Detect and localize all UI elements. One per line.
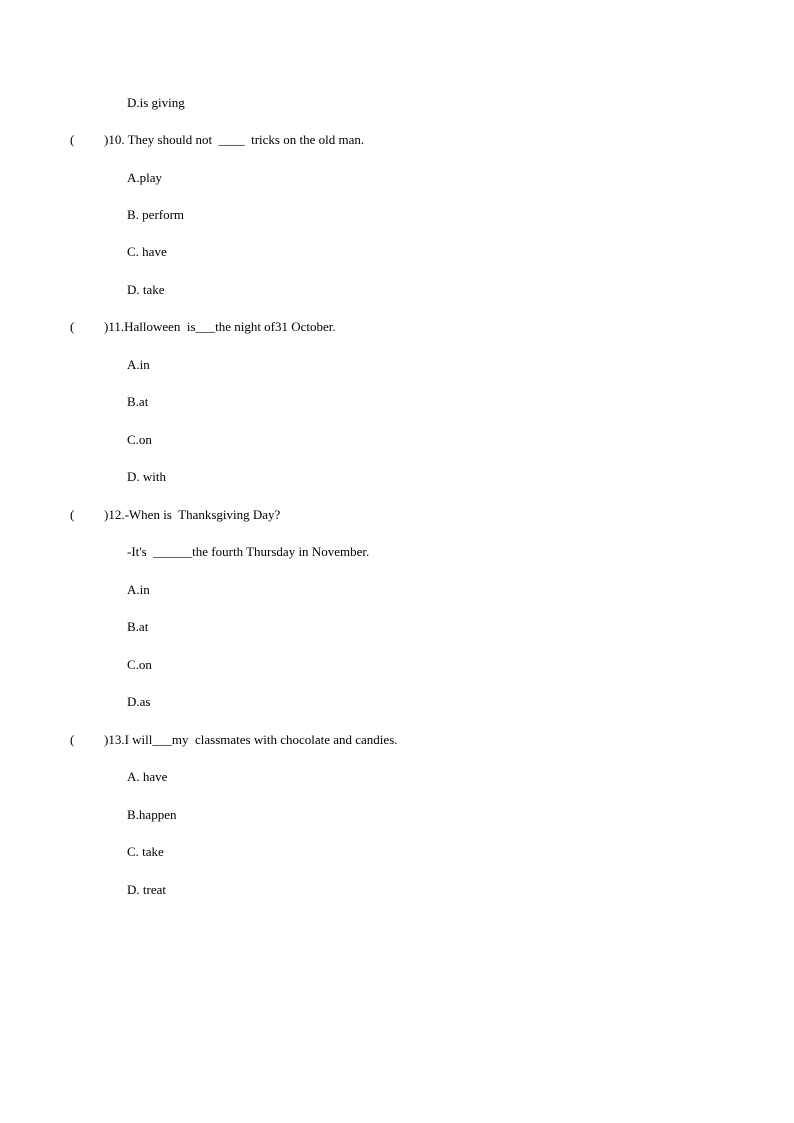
q10-option-b: B. perform	[127, 207, 185, 222]
q11-option-c: C.on	[127, 432, 152, 447]
q13-option-b: B.happen	[127, 807, 177, 822]
q10-option-d: D. take	[127, 282, 165, 297]
q10-option-a: A.play	[127, 170, 163, 185]
q11-option-a: A.in	[127, 357, 150, 372]
prev-option-d: D.is giving	[127, 95, 185, 110]
q10-option-c: C. have	[127, 244, 167, 259]
q12-answer-paren: (	[70, 507, 75, 522]
q13-option-d: D. treat	[127, 882, 166, 897]
q10-stem: )10. They should not ____ tricks on the old man.	[104, 132, 365, 147]
q12-stem: )12.-When is Thanksgiving Day?	[104, 507, 281, 522]
q11-option-d: D. with	[127, 469, 166, 484]
q13-stem: )13.I will___my classmates with chocolate and candies.	[104, 732, 398, 747]
q12-option-a: A.in	[127, 582, 150, 597]
q13-answer-paren: (	[70, 732, 75, 747]
q11-stem: )11.Halloween is___the night of31 October.	[104, 319, 336, 334]
q11-answer-paren: (	[70, 319, 75, 334]
q11-option-b: B.at	[127, 394, 149, 409]
q12-reply: -It's ______the fourth Thursday in November.	[127, 544, 370, 559]
q12-option-d: D.as	[127, 694, 151, 709]
q12-option-c: C.on	[127, 657, 152, 672]
q10-answer-paren: (	[70, 132, 75, 147]
q13-option-c: C. take	[127, 844, 164, 859]
q12-option-b: B.at	[127, 619, 149, 634]
q13-option-a: A. have	[127, 769, 168, 784]
